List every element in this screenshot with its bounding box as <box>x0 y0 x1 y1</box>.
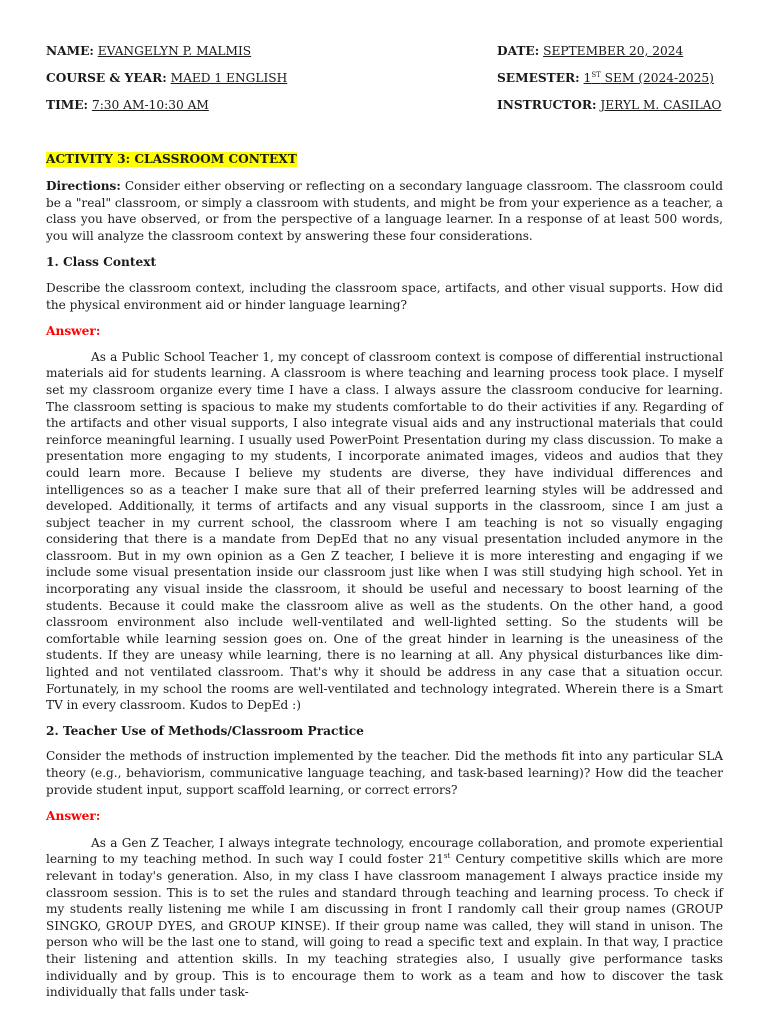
course-value: MAED 1 ENGLISH <box>170 71 288 85</box>
name-value: EVANGELYN P. MALMIS <box>97 44 252 58</box>
time-field: TIME: 7:30 AM-10:30 AM <box>46 98 209 112</box>
section-1-question: Describe the classroom context, including the classroom space, artifacts, and other visual supports. How did the physical environment aid or hinder language learning? <box>46 280 723 312</box>
date-value: SEPTEMBER 20, 2024 <box>543 44 684 58</box>
header-row-3 <box>46 98 723 116</box>
instructor-field: INSTRUCTOR: JERYL M. CASILAO <box>497 98 722 112</box>
name-field: NAME: EVANGELYN P. MALMIS <box>46 44 252 58</box>
section-1-answer: As a Public School Teacher 1, my concept of classroom context is compose of differential instructional materials aid for students learning. A classroom is where teaching and learning process took place. I myself set my classroom organize every time I have a class. I always assure the classroom conducive for learning. The classroom setting is spacious to make my students comfortable to do their activities if any. Regarding of the artifacts and other visual supports, I also integrate visual aids and any instructional materials that could reinforce meaningful learning. I usually used PowerPoint Presentation during my class discussion. To make a presentation more engaging to my students, I incorporate animated images, videos and audios that they could learn more. Because I believe my students are diverse, they have individual differences and intelligences so as a teacher I make sure that all of their preferred learning styles will be addressed and developed. Additionally, it terms of artifacts and any visual supports in the classroom, since I am just a subject teacher in my current school, the classroom where I am teaching is not so visually engaging considering that there is a mandate from DepEd that no any visual presentation included anymore in the classroom. But in my own opinion as a Gen Z teacher, I believe it is more interesting and engaging if we include some visual presentation inside our classroom just like when I was still studying high school. Yet in incorporating any visual inside the classroom, it should be useful and necessary to boost learning of the students. Because it could make the classroom alive as well as the students. On the other hand, a good classroom environment also include well-ventilated and well-lighted setting. So the students will be comfortable while learning session goes on. One of the great hinder in learning is the uneasiness of the students. If they are uneasy while learning, there is no learning at all. Any physical disturbances like dim-lighted and not ventilated classroom. That's why it should be address in any case that a situation occur. Fortunately, in my school the rooms are well-ventilated and technology integrated. Wherein there is a Smart TV in every classroom. Kudos to DepEd :) <box>46 349 723 713</box>
time-value: 7:30 AM-10:30 AM <box>91 98 209 112</box>
section-2-heading: 2. Teacher Use of Methods/Classroom Practice <box>46 723 364 738</box>
section-1-answer-label: Answer: <box>46 324 101 339</box>
directions-paragraph <box>46 178 723 244</box>
directions-text: Consider either observing or reflecting on a secondary language classroom. The classroom could be a "real" classroom, or simply a classroom with students, and might be from your experience as a teacher, a class you have observed, or from the perspective of a language learner. In a response of at least 500 words, you will analyze the classroom context by answering these four considerations. <box>46 179 723 243</box>
directions-label: Directions: <box>46 179 121 193</box>
activity-title: ACTIVITY 3: CLASSROOM CONTEXT <box>46 152 297 166</box>
document-page <box>46 44 723 1001</box>
course-field: COURSE & YEAR: MAED 1 ENGLISH <box>46 71 288 85</box>
instructor-value: JERYL M. CASILAO <box>600 98 722 112</box>
semester-field: SEMESTER: 1ST SEM (2024-2025) <box>497 70 714 85</box>
date-field: DATE: SEPTEMBER 20, 2024 <box>497 44 684 58</box>
header-row-2 <box>46 71 723 89</box>
header-row-1 <box>46 44 723 62</box>
section-1-heading: 1. Class Context <box>46 255 157 270</box>
section-2-answer-label: Answer: <box>46 809 101 824</box>
section-2-answer: As a Gen Z Teacher, I always integrate technology, encourage collaboration, and promote experiential learning to my teaching method. In such way I could foster 21st Century competitive skills which are more relevant in today's generation. Also, in my class I have classroom management I always practice inside my classroom session. This is to set the rules and standard through teaching and learning process. To check if my students really listening me while I am discussing in front I randomly call their group names (GROUP SINGKO, GROUP DYES, and GROUP KINSE). If their group name was called, they will stand in unison. The person who will be the last one to stand, will going to read a specific text and explain. In that way, I practice their listening and attention skills. In my teaching strategies also, I usually give performance tasks individually and by group. This is to encourage them to work as a team and how to discover the task individually that falls under task- <box>46 835 723 1000</box>
header-block <box>46 44 723 124</box>
semester-value: 1ST SEM (2024-2025) <box>583 70 714 85</box>
section-2-question: Consider the methods of instruction implemented by the teacher. Did the methods fit into any particular SLA theory (e.g., behaviorism, communicative language teaching, and task-based learning)? How did the teacher provide student input, support scaffold learning, or correct errors? <box>46 749 723 797</box>
